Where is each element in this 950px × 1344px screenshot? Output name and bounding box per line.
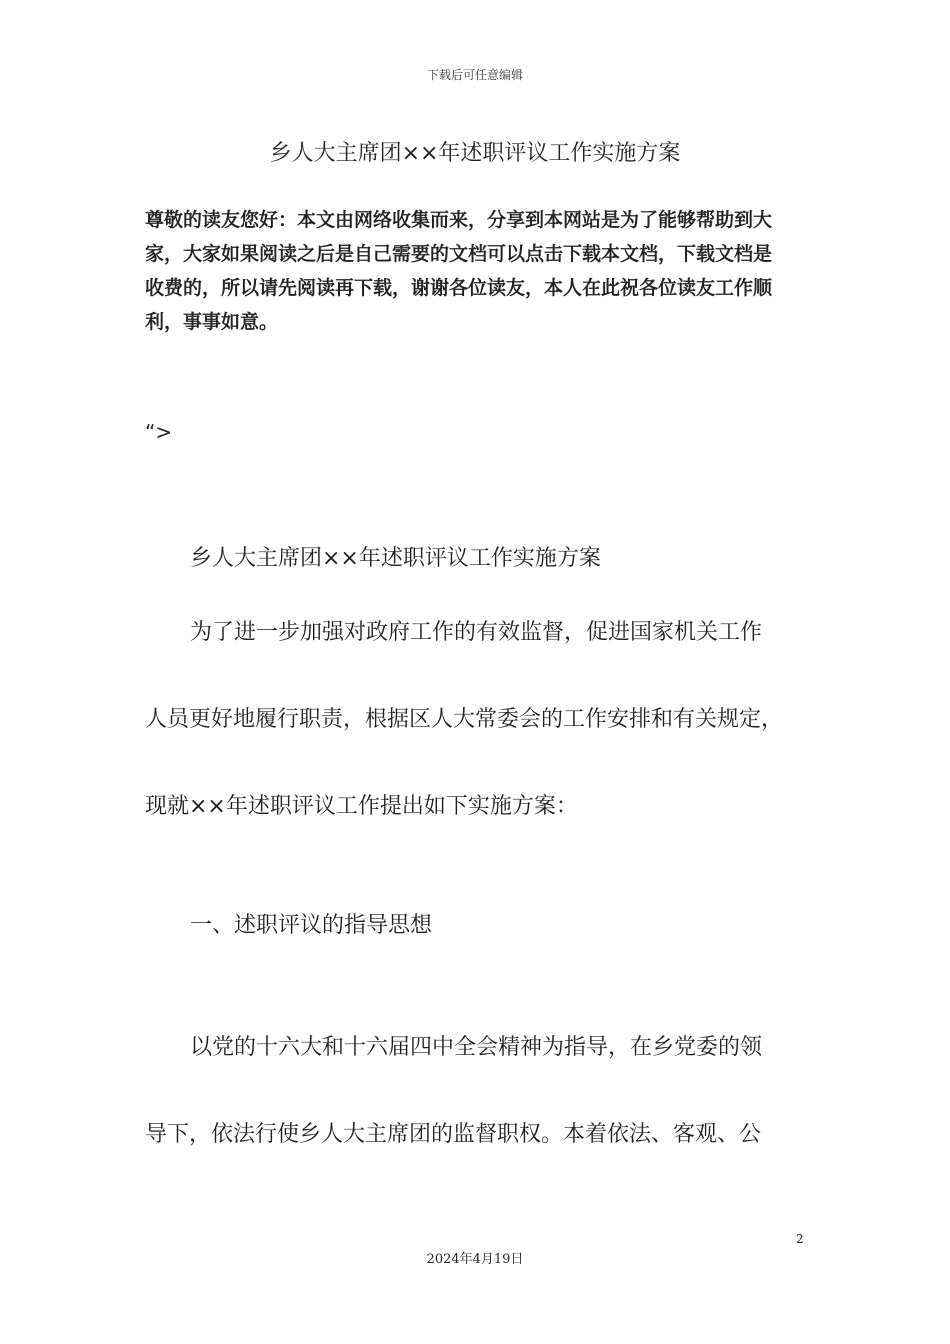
- header-note: 下载后可任意编辑: [426, 68, 523, 82]
- paragraph-line: 现就××年述职评议工作提出如下实施方案：: [145, 794, 578, 819]
- notice-line: 利，事事如意。: [145, 311, 279, 333]
- paragraph-line: 人员更好地履行职责，根据区人大常委会的工作安排和有关规定，: [145, 707, 784, 732]
- footer-date: 2024年4月19日: [426, 1252, 524, 1267]
- notice-line: 尊敬的读友您好：本文由网络收集而来，分享到本网站是为了能够帮助到大: [145, 209, 773, 231]
- page-number: 2: [796, 1232, 804, 1246]
- paragraph-line: 以党的十六大和十六届四中全会精神为指导，在乡党委的领: [190, 1035, 763, 1060]
- paragraph-line: 导下，依法行使乡人大主席团的监督职权。本着依法、客观、公: [145, 1122, 762, 1147]
- paragraph-line: 为了进一步加强对政府工作的有效监督，促进国家机关工作: [190, 620, 763, 645]
- document-title: 乡人大主席团××年述职评议工作实施方案: [269, 141, 681, 166]
- section-heading: 乡人大主席团××年述职评议工作实施方案: [190, 546, 601, 571]
- notice-line: 家，大家如果阅读之后是自己需要的文档可以点击下载本文档，下载文档是: [145, 243, 773, 265]
- notice-line: 收费的，所以请先阅读再下载，谢谢各位读友，本人在此祝各位读友工作顺: [145, 277, 773, 299]
- stray-quote-mark: “>: [145, 420, 173, 444]
- section-heading: 一、述职评议的指导思想: [190, 913, 433, 938]
